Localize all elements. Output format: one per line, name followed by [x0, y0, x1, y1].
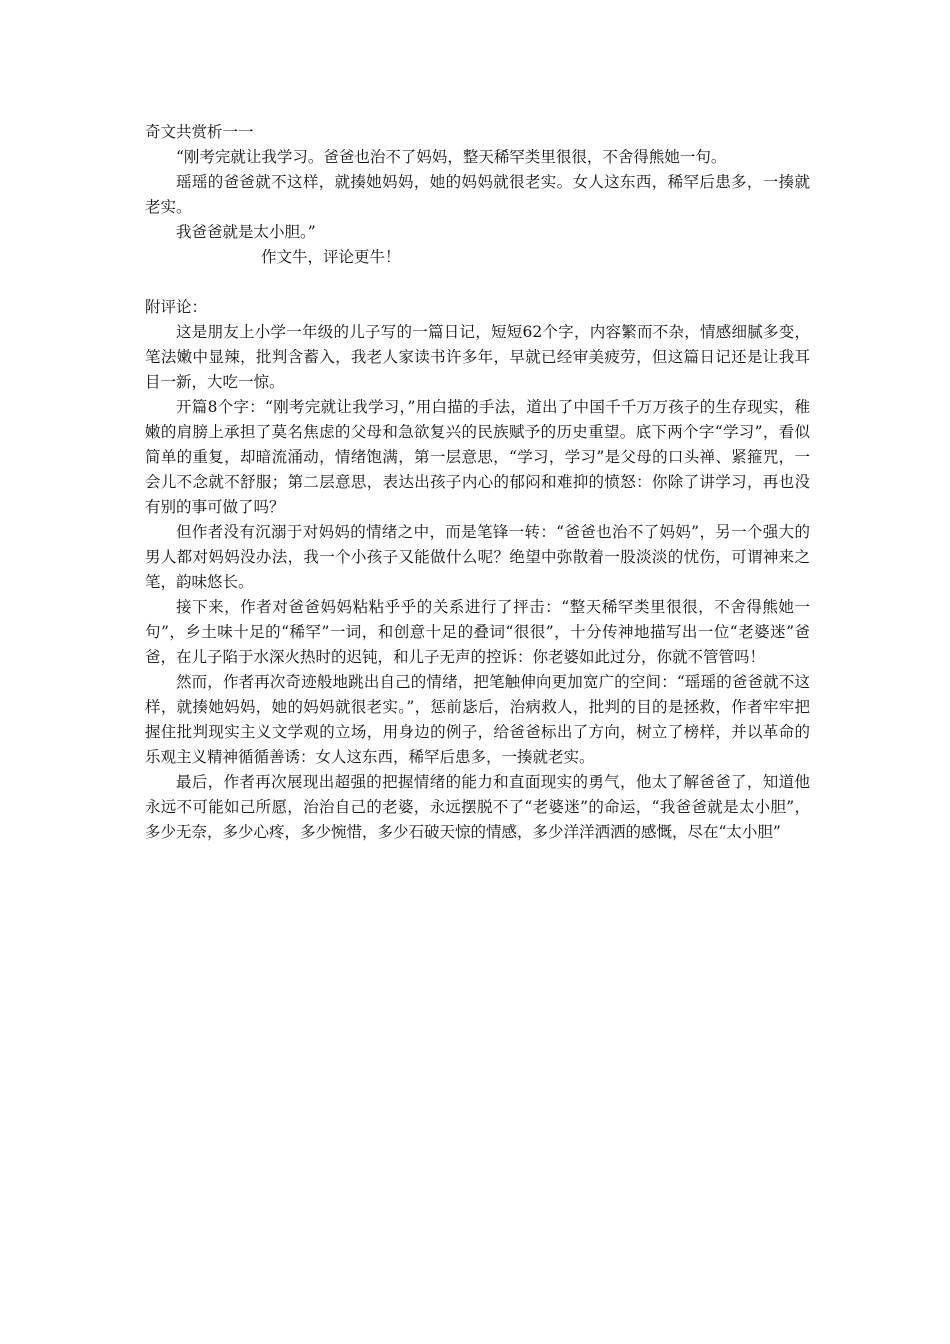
document-page	[145, 120, 810, 845]
editor-note: 作文牛，评论更牛！	[261, 248, 401, 266]
comment-paragraph-2: 开篇8个字：“刚考完就让我学习，”用白描的手法，道出了中国千千万万孩子的生存现实，稚嫩的肩膀上承担了莫名焦虑的父母和急欲复兴的民族赋予的历史重望。底下两个字“学习”，看似简单的重复，却暗流涌动，情绪饱满，第一层意思，“学习，学习”是父母的口头禅、紧箍咒，一会儿不念就不舒服；第二层意思，表达出孩子内心的郁闷和难抑的愤怒：你除了讲学习，再也没有别的事可做了吗？	[145, 398, 810, 516]
diary-paragraph-1: “刚考完就让我学习。爸爸也治不了妈妈，整天稀罕类里很很，不舍得熊她一句。	[176, 148, 727, 166]
comment-paragraph-1: 这是朋友上小学一年级的儿子写的一篇日记，短短62个字，内容繁而不杂，情感细腻多变，笔法嫩中显辣，批判含蓄入，我老人家读书许多年，早就已经审美疲劳，但这篇日记还是让我耳目一新，大吃一惊。	[145, 323, 810, 391]
document-title: 奇文共赏析一一	[145, 123, 254, 141]
comment-paragraph-6: 最后，作者再次展现出超强的把握情绪的能力和直面现实的勇气，他太了解爸爸了，知道他永远不可能如己所愿，治治自己的老婆，永远摆脱不了“老婆迷”的命运，“我爸爸就是太小胆”，多少无奈，多少心疼，多少惋惜，多少石破天惊的情感，多少洋洋洒洒的感慨，尽在“太小胆”	[145, 773, 810, 841]
comment-paragraph-5: 然而，作者再次奇迹般地跳出自己的情绪，把笔触伸向更加宽广的空间：“瑶瑶的爸爸就不这样，就揍她妈妈，她的妈妈就很老实。”，惩前毖后，治病救人，批判的目的是拯救，作者牢牢把握住批判现实主义文学观的立场，用身边的例子，给爸爸标出了方向，树立了榜样，并以革命的乐观主义精神循循善诱：女人这东西，稀罕后患多，一揍就老实。	[145, 673, 810, 766]
diary-paragraph-3: 我爸爸就是太小胆。”	[176, 223, 316, 241]
comment-heading: 附评论：	[145, 298, 208, 316]
comment-paragraph-3: 但作者没有沉溺于对妈妈的情绪之中，而是笔锋一转：“爸爸也治不了妈妈”，另一个强大的男人都对妈妈没办法，我一个小孩子又能做什么呢？绝望中弥散着一股淡淡的忧伤，可谓神来之笔，韵味悠长。	[145, 523, 810, 591]
comment-paragraph-4: 接下来，作者对爸爸妈妈粘粘乎乎的关系进行了抨击：“整天稀罕类里很很，不舍得熊她一句”，乡土味十足的“稀罕”一词，和创意十足的叠词“很很”，十分传神地描写出一位“老婆迷”爸爸，在儿子陷于水深火热时的迟钝，和儿子无声的控诉：你老婆如此过分，你就不管管吗！	[145, 598, 810, 666]
blank-line	[145, 270, 810, 295]
diary-paragraph-2: 瑶瑶的爸爸就不这样，就揍她妈妈，她的妈妈就很老实。女人这东西，稀罕后患多，一揍就老实。	[145, 173, 810, 216]
